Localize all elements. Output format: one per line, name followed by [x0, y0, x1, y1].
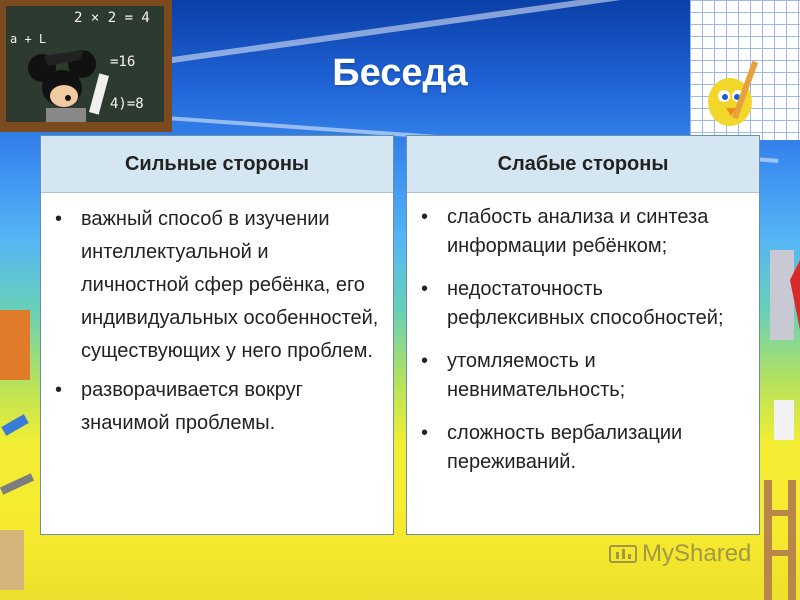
bullet-dot-icon: • [421, 206, 429, 228]
watermark-text: MyShared [642, 540, 752, 567]
weaknesses-list [421, 203, 745, 477]
strengths-list [55, 203, 379, 440]
weaknesses-body [407, 193, 759, 501]
list-item-text: утомляемость и невнимательность; [447, 350, 626, 401]
list-item-text: недостаточность рефлексивных способностей; [447, 278, 724, 329]
strengths-header: Сильные стороны [41, 136, 393, 193]
bullet-dot-icon: • [421, 350, 429, 372]
chalk-line: 2 × 2 = 4 [74, 10, 150, 26]
weaknesses-header: Слабые стороны [407, 136, 759, 193]
list-item-text: разворачивается вокруг значимой проблемы. [81, 379, 303, 434]
list-item [421, 203, 745, 261]
list-item [55, 374, 379, 440]
list-item [421, 275, 745, 333]
bullet-dot-icon: • [421, 278, 429, 300]
right-decoration [760, 250, 800, 600]
list-item-text: сложность вербализации переживаний. [447, 422, 683, 473]
weaknesses-panel [406, 135, 760, 535]
left-decoration [0, 280, 36, 600]
list-item [421, 347, 745, 405]
strengths-panel [40, 135, 394, 535]
chalk-line: a + L [10, 32, 47, 46]
bullet-dot-icon: • [421, 422, 429, 444]
list-item [421, 419, 745, 477]
strengths-body [41, 193, 393, 456]
bullet-dot-icon: • [55, 379, 63, 401]
watermark [608, 537, 751, 571]
list-item [55, 203, 379, 368]
list-item-text: слабость анализа и синтеза информации ребёнком; [447, 206, 709, 257]
chalk-line: 4)=8 [110, 96, 144, 112]
list-item-text: важный способ в изучении интеллектуальной и личностной сфер ребёнка, его индивидуальных особенностей, существующих у него проблем. [81, 208, 379, 362]
chalk-line: =16 [110, 54, 136, 70]
watermark-logo-icon [608, 540, 638, 568]
bullet-dot-icon: • [55, 208, 63, 230]
slide-title: Беседа [332, 52, 468, 94]
